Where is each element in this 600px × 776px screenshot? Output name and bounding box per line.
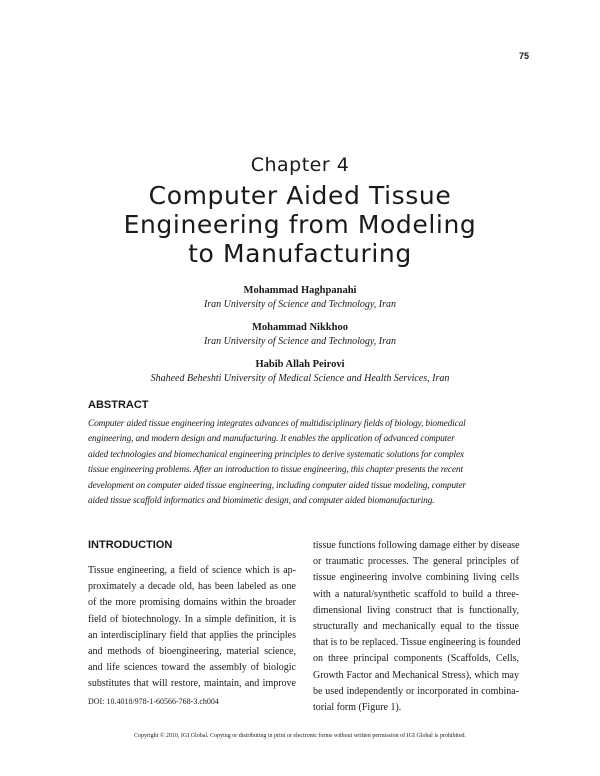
copyright-notice: Copyright © 2010, IGI Global. Copying or distributing in print or electronic forms without written permission of IGI Global is prohibited. bbox=[133, 733, 466, 739]
author-affiliation: Iran University of Science and Technology, Iran bbox=[203, 299, 397, 310]
author-name: Habib Allah Peirovi bbox=[255, 359, 345, 370]
body-line: substitutes that will restore, maintain, and improve bbox=[88, 678, 296, 690]
abstract-line: tissue engineering problems. After an introduction to tissue engineering, this chapter presents the recent bbox=[88, 465, 463, 476]
body-line: that is to be replaced. Tissue engineering is founded bbox=[313, 637, 521, 649]
page-number: 75 bbox=[518, 51, 529, 61]
body-line: Growth Factor and Mechanical Stress), which may bbox=[313, 669, 519, 681]
body-line: and methods of bioengineering, material science, bbox=[88, 646, 296, 658]
chapter-title-line: Computer Aided Tissue bbox=[148, 181, 452, 210]
abstract-line: aided technologies and biomechanical engineering principles to derive systematic solutions for complex bbox=[88, 449, 465, 460]
doi-line: DOI: 10.4018/978-1-60566-768-3.ch004 bbox=[88, 697, 219, 706]
chapter-title-line: Engineering from Modeling bbox=[123, 210, 477, 239]
author-name: Mohammad Nikkhoo bbox=[252, 322, 348, 333]
body-line: structurally and mechanically equal to the tissue bbox=[313, 621, 519, 633]
body-line: of the more promising domains within the broader bbox=[88, 597, 296, 609]
chapter-title bbox=[60, 181, 540, 268]
author-affiliation: Iran University of Science and Technology, Iran bbox=[203, 336, 397, 347]
body-line: be used independently or incorporated in combina- bbox=[313, 685, 519, 697]
abstract-heading: ABSTRACT bbox=[88, 399, 149, 411]
author-affiliation: Shaheed Beheshti University of Medical Science and Health Services, Iran bbox=[150, 373, 450, 384]
body-line: and life sciences toward the assembly of biologic bbox=[88, 662, 296, 674]
body-line: with a natural/synthetic scaffold to build a three- bbox=[313, 588, 519, 600]
body-line: proximately a decade old, has been labeled as one bbox=[88, 581, 296, 593]
author-list bbox=[0, 284, 600, 395]
body-line: tissue functions following damage either by disease bbox=[313, 540, 520, 551]
author-name: Mohammad Haghpanahi bbox=[243, 285, 357, 296]
author-block bbox=[0, 358, 600, 385]
body-column-right bbox=[313, 538, 519, 716]
body-line: torial form (Figure 1). bbox=[313, 702, 402, 714]
body-line: an interdisciplinary field that applies the principles bbox=[88, 629, 296, 641]
abstract-line: engineering, and modern design and manufacturing. It enables the application of advanced computer bbox=[88, 434, 455, 445]
author-block bbox=[0, 284, 600, 311]
body-line: field of biotechnology. In a simple definition, it is bbox=[88, 613, 296, 625]
body-line: on three principal components (Scaffolds, Cells, bbox=[313, 653, 519, 665]
abstract-text bbox=[88, 417, 514, 509]
abstract-line: aided tissue scaffold informatics and biomimetic design, and computer aided biomanufacturing. bbox=[88, 496, 435, 507]
chapter-label: Chapter 4 bbox=[250, 154, 350, 176]
chapter-title-line: to Manufacturing bbox=[188, 239, 412, 268]
body-line: tissue engineering involve combining living cells bbox=[313, 572, 519, 584]
body-line: dimensional living construct that is functionally, bbox=[313, 604, 519, 616]
author-block bbox=[0, 321, 600, 348]
body-column-left bbox=[88, 563, 296, 693]
introduction-heading: INTRODUCTION bbox=[88, 539, 173, 551]
body-line: or traumatic processes. The general principles of bbox=[313, 556, 519, 568]
body-line: Tissue engineering, a field of science which is ap- bbox=[88, 565, 296, 576]
abstract-line: Computer aided tissue engineering integrates advances of multidisciplinary fields of biology, biomedical bbox=[88, 419, 466, 429]
abstract-line: development on computer aided tissue engineering, including computer aided tissue modeling, computer bbox=[88, 480, 466, 491]
